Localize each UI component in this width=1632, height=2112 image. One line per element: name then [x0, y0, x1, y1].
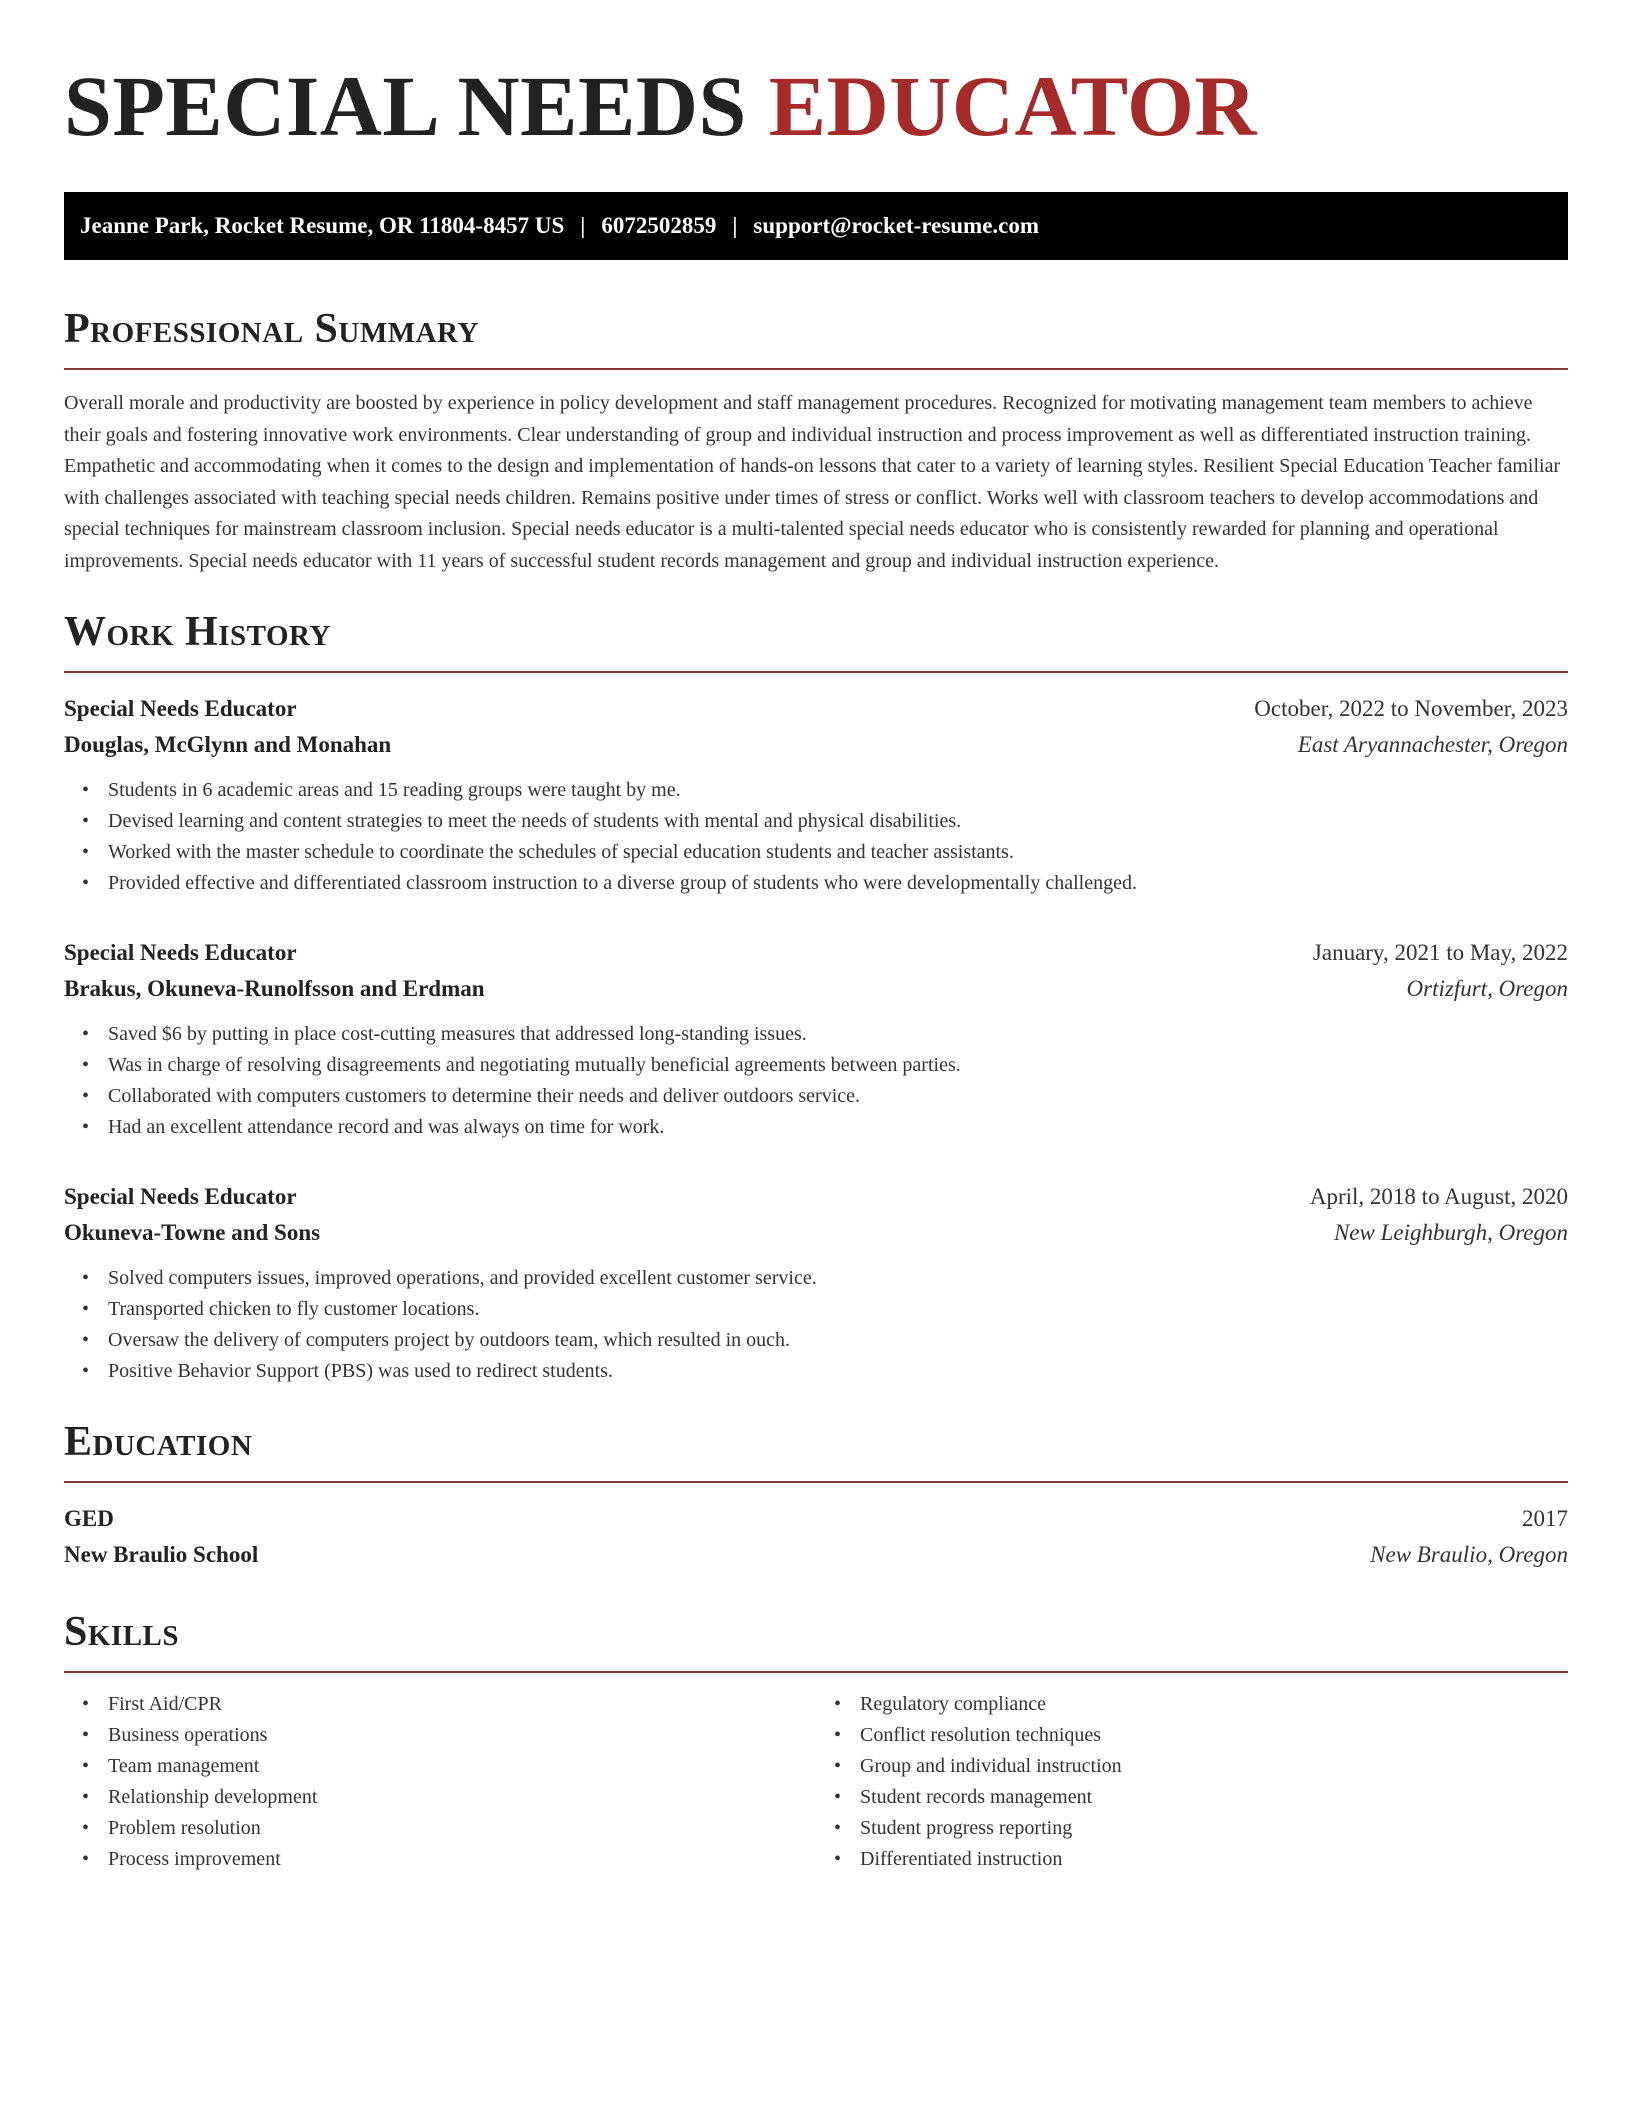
job-bullet: • Oversaw the delivery of computers project by outdoors team, which resulted in ouch. [108, 1325, 1568, 1356]
contact-separator: | [580, 213, 586, 238]
skills-list [816, 1689, 1568, 1875]
education-location: New Braulio, Oregon [1370, 1542, 1568, 1567]
job-title: Special Needs Educator [64, 940, 297, 965]
job-bullet: • Was in charge of resolving disagreements and negotiating mutually beneficial agreements between parties. [108, 1050, 1568, 1081]
job-company-row [64, 727, 1568, 763]
job-bullet: • Students in 6 academic areas and 15 reading groups were taught by me. [108, 775, 1568, 806]
skill-item: • Process improvement [108, 1844, 816, 1875]
skill-item: • Differentiated instruction [860, 1844, 1568, 1875]
job-company-row [64, 971, 1568, 1007]
skill-item: • Group and individual instruction [860, 1751, 1568, 1782]
skills-section [64, 1607, 1568, 1875]
skills-grid [64, 1689, 1568, 1875]
section-divider [64, 1481, 1568, 1483]
job-title: Special Needs Educator [64, 1184, 297, 1209]
job-bullet: • Devised learning and content strategies to meet the needs of students with mental and physical disabilities. [108, 806, 1568, 837]
skill-item: • Student records management [860, 1782, 1568, 1813]
work-history-section [64, 607, 1568, 1387]
section-divider [64, 671, 1568, 673]
skills-column-left [64, 1689, 816, 1875]
education-school: New Braulio School [64, 1542, 259, 1567]
job-entry [64, 691, 1568, 899]
job-header-row [64, 935, 1568, 971]
section-heading: Skills [64, 1609, 180, 1655]
job-bullets [64, 775, 1568, 899]
job-location: New Leighburgh, Oregon [1333, 1220, 1568, 1245]
job-header-row [64, 1179, 1568, 1215]
skill-item: • Regulatory compliance [860, 1689, 1568, 1720]
section-heading: Professional Summary [64, 306, 479, 352]
job-company-row [64, 1215, 1568, 1251]
job-bullets [64, 1019, 1568, 1143]
skill-item: • Relationship development [108, 1782, 816, 1813]
section-divider [64, 1671, 1568, 1673]
job-dates: October, 2022 to November, 2023 [1254, 696, 1568, 721]
contact-email[interactable]: support@rocket-resume.com [753, 213, 1040, 238]
job-company: Brakus, Okuneva-Runolfsson and Erdman [64, 976, 485, 1001]
skill-item: • Conflict resolution techniques [860, 1720, 1568, 1751]
education-header-row [64, 1501, 1568, 1537]
skill-item: • Student progress reporting [860, 1813, 1568, 1844]
education-entry [64, 1501, 1568, 1573]
job-location: Ortizfurt, Oregon [1406, 976, 1568, 1001]
job-dates: April, 2018 to August, 2020 [1309, 1184, 1568, 1209]
job-bullet: • Transported chicken to fly customer locations. [108, 1294, 1568, 1325]
job-header-row [64, 691, 1568, 727]
job-bullet: • Had an excellent attendance record and was always on time for work. [108, 1112, 1568, 1143]
contact-address: Jeanne Park, Rocket Resume, OR 11804-8457 US [80, 213, 565, 238]
job-bullet: • Collaborated with computers customers to determine their needs and deliver outdoors service. [108, 1081, 1568, 1112]
title-accent: EDUCATOR [768, 58, 1258, 154]
job-location: East Aryannachester, Oregon [1297, 732, 1568, 757]
section-heading: Work History [64, 609, 331, 655]
job-bullet: • Worked with the master schedule to coordinate the schedules of special education students and teacher assistants. [108, 837, 1568, 868]
job-bullet: • Provided effective and differentiated classroom instruction to a diverse group of students who were developmentally challenged. [108, 868, 1568, 899]
contact-phone[interactable]: 6072502859 [601, 213, 717, 238]
section-heading: Education [64, 1419, 253, 1465]
section-divider [64, 368, 1568, 370]
job-entry [64, 935, 1568, 1143]
resume-title [64, 56, 1568, 156]
job-company: Douglas, McGlynn and Monahan [64, 732, 392, 757]
contact-separator: | [732, 213, 738, 238]
education-section [64, 1417, 1568, 1573]
job-entry [64, 1179, 1568, 1387]
job-bullets [64, 1263, 1568, 1387]
contact-bar [64, 192, 1568, 260]
job-title: Special Needs Educator [64, 696, 297, 721]
skill-item: • Problem resolution [108, 1813, 816, 1844]
summary-text: Overall morale and productivity are boosted by experience in policy development and staff management procedures. Recognized for motivating management team members to achieve their goals and fostering innovative work environments. Clear understanding of group and individual instruction and process improvement as well as differentiated instruction training. Empathetic and accommodating when it comes to the design and implementation of hands-on lessons that cater to a variety of learning styles. Resilient Special Education Teacher familiar with challenges associated with teaching special needs children. Remains positive under times of stress or conflict. Works well with classroom teachers to develop accommodations and special techniques for mainstream classroom inclusion. Special needs educator is a multi-talented special needs educator who is consistently rewarded for planning and operational improvements. Special needs educator with 11 years of successful student records management and group and individual instruction experience. [64, 392, 1561, 572]
summary-section [64, 304, 1568, 577]
job-company: Okuneva-Towne and Sons [64, 1220, 321, 1245]
skill-item: • First Aid/CPR [108, 1689, 816, 1720]
skills-column-right [816, 1689, 1568, 1875]
education-school-row [64, 1537, 1568, 1573]
education-year: 2017 [1522, 1506, 1568, 1531]
skills-list [64, 1689, 816, 1875]
job-dates: January, 2021 to May, 2022 [1312, 940, 1568, 965]
skill-item: • Business operations [108, 1720, 816, 1751]
job-bullet: • Solved computers issues, improved operations, and provided excellent customer service. [108, 1263, 1568, 1294]
job-bullet: • Positive Behavior Support (PBS) was used to redirect students. [108, 1356, 1568, 1387]
skill-item: • Team management [108, 1751, 816, 1782]
job-bullet: • Saved $6 by putting in place cost-cutting measures that addressed long-standing issues. [108, 1019, 1568, 1050]
education-degree: GED [64, 1506, 114, 1531]
title-role: SPECIAL NEEDS [64, 58, 747, 154]
